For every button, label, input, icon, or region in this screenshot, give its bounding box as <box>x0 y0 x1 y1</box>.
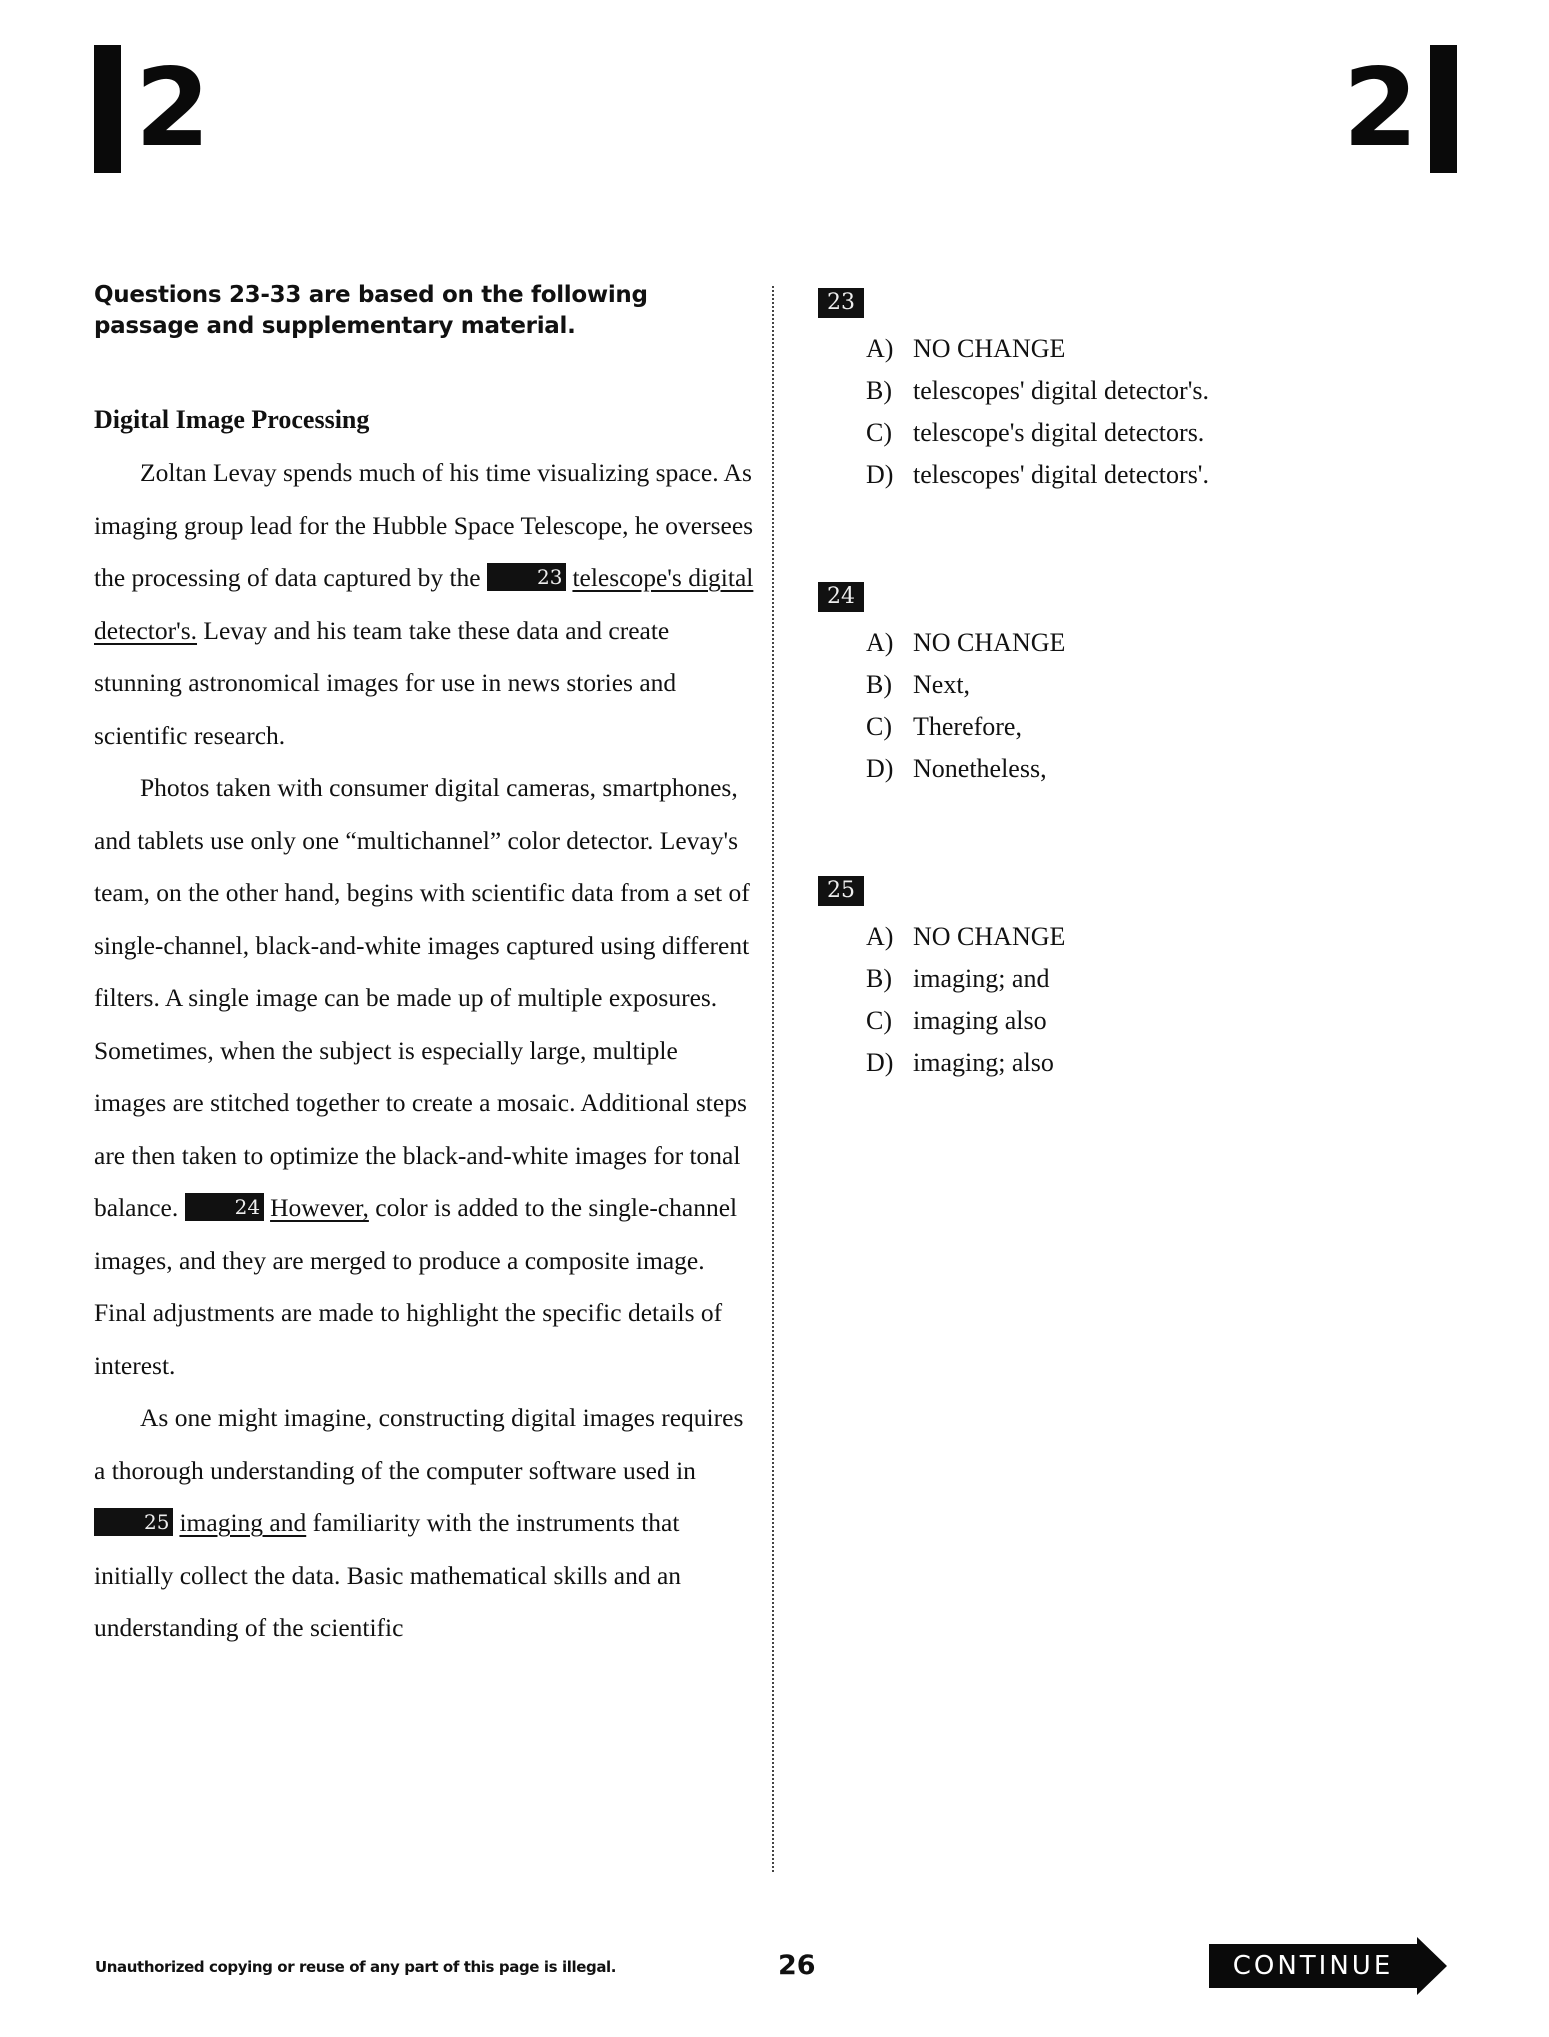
answer-option-a[interactable] <box>866 916 1458 958</box>
passage-text: Zoltan Levay spends much of his time visualizing space. As imaging group lead for the Hubble Space Telescope, he oversees the processing of data captured by the <box>94 458 754 592</box>
option-letter: C) <box>866 1006 892 1035</box>
answer-option-a[interactable] <box>866 328 1458 370</box>
passage-title: Digital Image Processing <box>94 405 370 434</box>
column-divider <box>772 286 774 1872</box>
passage-text: As one might imagine, constructing digital images requires a thorough understanding of the computer software used in <box>94 1403 744 1485</box>
option-letter: A) <box>866 922 894 951</box>
question-number: 24 <box>818 582 864 612</box>
continue-button[interactable] <box>1209 1936 1447 1996</box>
option-letter: B) <box>866 670 892 699</box>
question-25 <box>818 876 1458 1084</box>
question-marker-25[interactable]: 25 <box>94 1508 173 1536</box>
passage-text: familiarity with the instruments that initially collect the data. Basic mathematical skills and an understanding of the scientific <box>94 1508 682 1642</box>
option-letter: A) <box>866 334 894 363</box>
option-text: telescopes' digital detector's. <box>913 376 1209 405</box>
section-marker-right <box>1343 44 1457 174</box>
option-letter: B) <box>866 376 892 405</box>
option-text: imaging; and <box>913 964 1050 993</box>
option-text: Therefore, <box>913 712 1022 741</box>
passage-text: Photos taken with consumer digital cameras, smartphones, and tablets use only one “multichannel” color detector. Levay's team, on the other hand, begins with scientific data from a set of single-channel, black-and-white images captured using different filters. A single image can be made up of multiple exposures. Sometimes, when the subject is especially large, multiple images are stitched together to create a mosaic. Additional steps are then taken to optimize the black-and-white images for tonal balance. <box>94 773 750 1222</box>
section-number-left: 2 <box>135 46 211 171</box>
answer-option-d[interactable] <box>866 454 1458 496</box>
option-letter: B) <box>866 964 892 993</box>
question-number: 25 <box>818 876 864 906</box>
option-text: imaging also <box>913 1006 1047 1035</box>
arrow-right-icon <box>1417 1937 1447 1995</box>
option-text: Next, <box>913 670 971 699</box>
passage-text: Levay and his team take these data and create stunning astronomical images for use in news stories and scientific research. <box>94 615 677 750</box>
passage-text: color is added to the single-channel images, and they are merged to produce a composite image. Final adjustments are made to highlight the specific details of interest. <box>94 1193 738 1380</box>
option-text: telescopes' digital detectors'. <box>913 460 1209 489</box>
section-bar-left <box>94 45 121 173</box>
underlined-text-23[interactable]: telescope's digital detector's. <box>94 563 754 645</box>
underlined-text-25[interactable]: imaging and <box>179 1508 307 1537</box>
answer-options <box>866 328 1458 496</box>
question-marker-24[interactable]: 24 <box>185 1193 264 1221</box>
option-text: NO CHANGE <box>913 922 1066 951</box>
option-letter: C) <box>866 712 892 741</box>
questions-column <box>818 288 1458 1084</box>
option-letter: D) <box>866 754 894 783</box>
question-23 <box>818 288 1458 496</box>
passage-column <box>94 280 754 1655</box>
answer-option-b[interactable] <box>866 370 1458 412</box>
option-text: imaging; also <box>913 1048 1054 1077</box>
option-letter: A) <box>866 628 894 657</box>
passage-paragraph-1 <box>94 447 754 762</box>
answer-option-d[interactable] <box>866 1042 1458 1084</box>
option-letter: C) <box>866 418 892 447</box>
passage-body <box>94 447 754 1655</box>
answer-options <box>866 916 1458 1084</box>
continue-label: CONTINUE <box>1209 1944 1417 1988</box>
underlined-text-24[interactable]: However, <box>270 1193 369 1222</box>
option-text: NO CHANGE <box>913 628 1066 657</box>
passage-paragraph-2 <box>94 762 754 1392</box>
passage-intro: Questions 23-33 are based on the following passage and supplementary material. <box>94 282 648 339</box>
answer-option-c[interactable] <box>866 412 1458 454</box>
answer-option-d[interactable] <box>866 748 1458 790</box>
answer-option-a[interactable] <box>866 622 1458 664</box>
answer-option-c[interactable] <box>866 1000 1458 1042</box>
question-24 <box>818 582 1458 790</box>
answer-option-b[interactable] <box>866 958 1458 1000</box>
option-text: NO CHANGE <box>913 334 1066 363</box>
page-number: 26 <box>778 1950 816 1981</box>
option-letter: D) <box>866 1048 894 1077</box>
option-text: telescope's digital detectors. <box>913 418 1205 447</box>
answer-option-b[interactable] <box>866 664 1458 706</box>
passage-paragraph-3 <box>94 1392 754 1655</box>
section-marker-left <box>94 44 210 174</box>
copyright-notice: Unauthorized copying or reuse of any part of this page is illegal. <box>95 1958 617 1976</box>
answer-options <box>866 622 1458 790</box>
section-bar-right <box>1430 45 1457 173</box>
answer-option-c[interactable] <box>866 706 1458 748</box>
question-number: 23 <box>818 288 864 318</box>
option-letter: D) <box>866 460 894 489</box>
section-number-right: 2 <box>1342 46 1418 171</box>
question-marker-23[interactable]: 23 <box>487 563 566 591</box>
option-text: Nonetheless, <box>913 754 1047 783</box>
